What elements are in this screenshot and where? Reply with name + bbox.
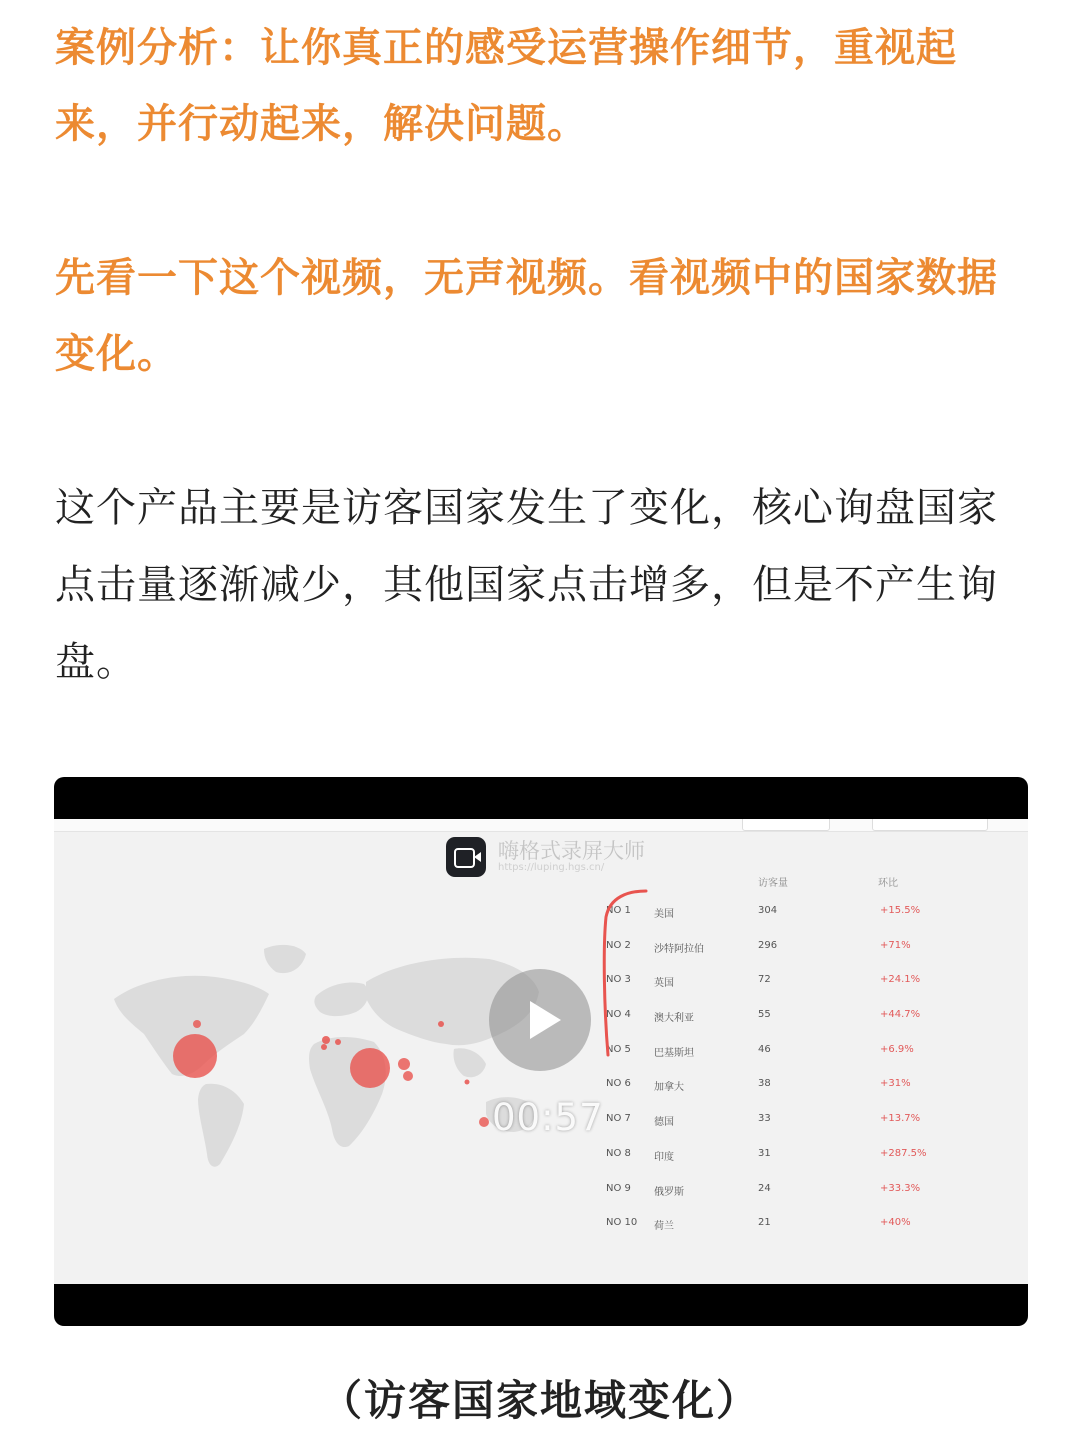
rank-cell: NO 3 — [606, 974, 631, 986]
country-cell: 俄罗斯 — [654, 1186, 684, 1198]
rank-cell: NO 9 — [606, 1182, 631, 1194]
bubble-australia — [479, 1117, 489, 1127]
dashboard-topbar — [54, 819, 1028, 832]
change-cell: +33.3% — [880, 1182, 921, 1194]
rank-cell: NO 5 — [606, 1043, 631, 1055]
country-cell: 沙特阿拉伯 — [654, 943, 704, 955]
country-cell: 英国 — [654, 978, 674, 990]
change-cell: +287.5% — [880, 1147, 927, 1159]
red-annotation-mark — [588, 887, 658, 1067]
watermark-url: https://luping.hgs.cn/ — [498, 862, 605, 873]
table-row — [606, 1078, 936, 1113]
rank-cell: NO 7 — [606, 1113, 631, 1125]
change-cell: +71% — [880, 939, 911, 951]
europe — [314, 983, 368, 1017]
change-cell: +31% — [880, 1078, 911, 1090]
greenland — [264, 945, 306, 973]
image-caption: （访客国家地域变化） — [319, 1376, 760, 1425]
body-paragraph: 这个产品主要是访客国家发生了变化，核心询盘国家点击量逐渐减少，其他国家点击增多，但是不产生询盘。 — [55, 485, 998, 685]
country-cell: 美国 — [654, 909, 674, 920]
country-cell: 巴基斯坦 — [654, 1047, 694, 1059]
bubble-germany — [335, 1039, 341, 1045]
date-select — [872, 819, 988, 831]
play-button[interactable] — [489, 969, 591, 1071]
country-cell: 德国 — [654, 1117, 674, 1129]
intro-paragraph-2: 先看一下这个视频，无声视频。看视频中的国家数据变化。 — [55, 255, 998, 377]
change-cell: +6.9% — [880, 1043, 914, 1055]
visits-cell: 46 — [758, 1043, 771, 1055]
watermark-title: 嗨格式录屏大师 — [498, 839, 645, 863]
country-cell: 荷兰 — [654, 1221, 674, 1233]
visits-cell: 33 — [758, 1113, 771, 1125]
visits-cell: 38 — [758, 1078, 771, 1090]
visits-cell: 55 — [758, 1009, 771, 1021]
visits-cell: 304 — [758, 905, 778, 916]
country-cell: 印度 — [654, 1151, 674, 1163]
visits-cell: 72 — [758, 974, 771, 986]
south-america — [198, 1084, 244, 1167]
rank-cell: NO 10 — [606, 1217, 638, 1229]
bubble-netherlands — [321, 1044, 327, 1050]
table-row — [606, 1183, 936, 1218]
bubble-asia-small — [465, 1080, 470, 1085]
intro-paragraph-1: 案例分析：让你真正的感受运营操作细节，重视起来，并行动起来，解决问题。 — [55, 25, 957, 147]
table-row — [606, 1113, 936, 1148]
bubble-usa — [173, 1034, 217, 1078]
visits-cell: 21 — [758, 1217, 771, 1229]
recorder-watermark — [446, 837, 706, 877]
visits-cell: 24 — [758, 1182, 771, 1194]
video-timestamp: 00:57 — [492, 1096, 604, 1139]
bubble-saudi — [350, 1048, 390, 1088]
country-cell: 澳大利亚 — [654, 1013, 694, 1025]
filter-select — [742, 819, 830, 831]
rank-cell: NO 2 — [606, 939, 631, 951]
video-player[interactable] — [54, 777, 1028, 1326]
bubble-uk — [322, 1036, 330, 1044]
rank-cell: NO 6 — [606, 1078, 631, 1090]
change-cell: +15.5% — [880, 905, 921, 916]
bubble-canada — [193, 1020, 201, 1028]
visits-header: 访客量 — [758, 878, 788, 889]
rank-cell: NO 4 — [606, 1009, 631, 1021]
change-cell: +40% — [880, 1217, 911, 1229]
bubble-russia — [438, 1021, 444, 1027]
country-cell: 加拿大 — [654, 1082, 684, 1094]
rank-cell: NO 1 — [606, 905, 631, 916]
bubble-india — [403, 1071, 413, 1081]
table-row — [606, 1148, 936, 1183]
visits-cell: 31 — [758, 1147, 771, 1159]
camera-icon — [446, 837, 486, 877]
table-row — [606, 1217, 936, 1252]
video-frame — [54, 819, 1028, 1284]
change-cell: +24.1% — [880, 974, 921, 986]
change-header: 环比 — [878, 878, 898, 889]
change-cell: +13.7% — [880, 1113, 921, 1125]
southeast-asia — [453, 1048, 486, 1077]
bubble-pakistan — [398, 1058, 410, 1070]
change-cell: +44.7% — [880, 1009, 921, 1021]
rank-cell: NO 8 — [606, 1147, 631, 1159]
visits-cell: 296 — [758, 939, 778, 951]
